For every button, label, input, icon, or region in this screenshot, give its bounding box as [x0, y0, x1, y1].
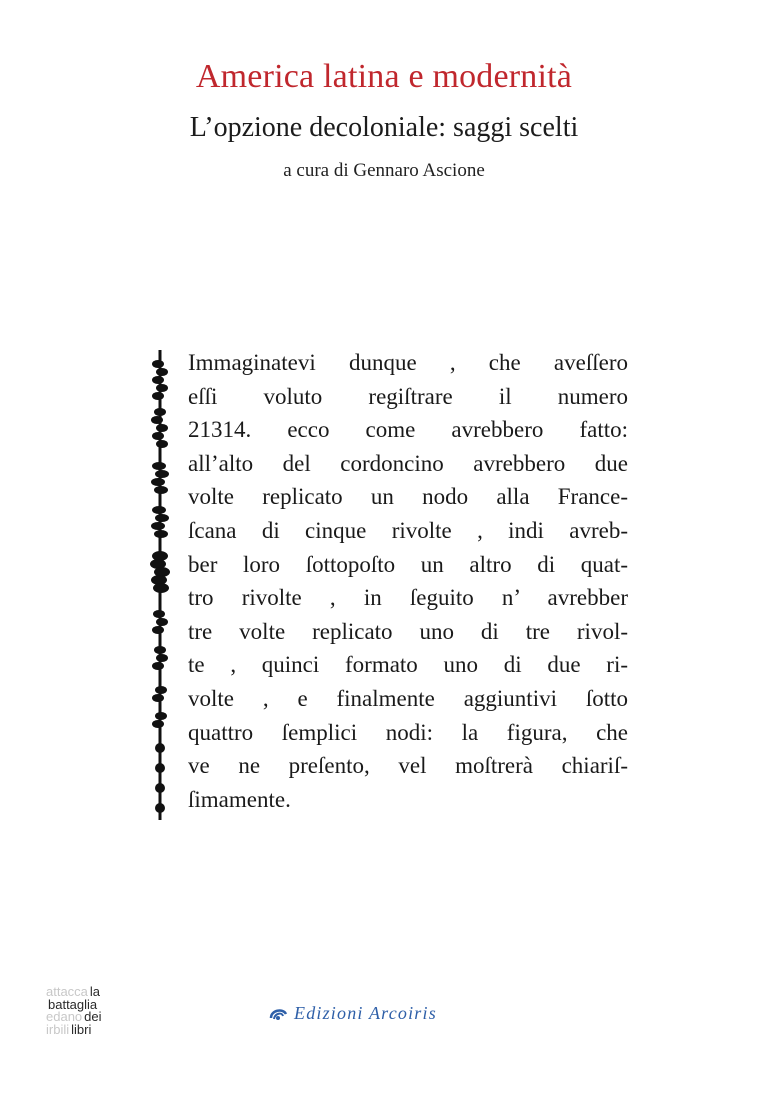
series-logo-row [46, 1021, 126, 1037]
publisher-name: Edizioni Arcoiris [294, 1003, 437, 1023]
quote-line: volte , e finalmente aggiuntivi ſotto [188, 685, 628, 711]
series-logo-dark-word: la [89, 984, 101, 999]
book-title: America latina e modernità [195, 58, 573, 95]
quote-line: eſſi voluto regiſtrare il numero [188, 383, 628, 409]
book-curator: a cura di Gennaro Ascione [283, 160, 485, 181]
quote-line: te , quinci formato uno di due ri- [188, 652, 628, 678]
quote-line: volte replicato un nodo alla France- [188, 484, 628, 510]
quote-line: 21314. ecco come avrebbero fatto: [188, 417, 628, 443]
quote-line: ve ne preſento, vel moſtrerà chiariſ- [188, 753, 628, 779]
series-logo [46, 986, 126, 1036]
quote-line: Immaginatevi dunque , che aveſſero [188, 350, 628, 375]
publisher-logo [268, 1003, 437, 1024]
quote-line: ſimamente. [188, 786, 291, 812]
rainbow-swirl-icon [268, 1004, 290, 1024]
quote-line: tro rivolte , in ſeguito n’ avrebber [188, 585, 628, 611]
series-logo-dark-word: libri [71, 1021, 92, 1037]
book-subtitle: L’opzione decoloniale: saggi scelti [189, 112, 579, 143]
historical-quote [188, 346, 628, 816]
quote-line: all’alto del cordoncino avrebbero due [188, 450, 628, 476]
quote-line: ber loro ſottopoſto un altro di quat- [188, 551, 628, 577]
quote-line: quattro ſemplici nodi: la figura, che [188, 719, 628, 745]
series-logo-grey-word: irbili [46, 1021, 70, 1037]
series-logo-dark-word: dei [84, 1009, 102, 1025]
series-logo-grey-word: attacca [46, 984, 88, 999]
quote-line: tre volte replicato uno di tre rivol- [188, 618, 628, 644]
series-logo-grey-word: edano [46, 1009, 83, 1025]
series-logo-dark-word: battaglia [48, 996, 98, 1012]
knotted-cord-illustration [140, 350, 180, 820]
quote-line: ſcana di cinque rivolte , indi avreb- [188, 517, 628, 543]
